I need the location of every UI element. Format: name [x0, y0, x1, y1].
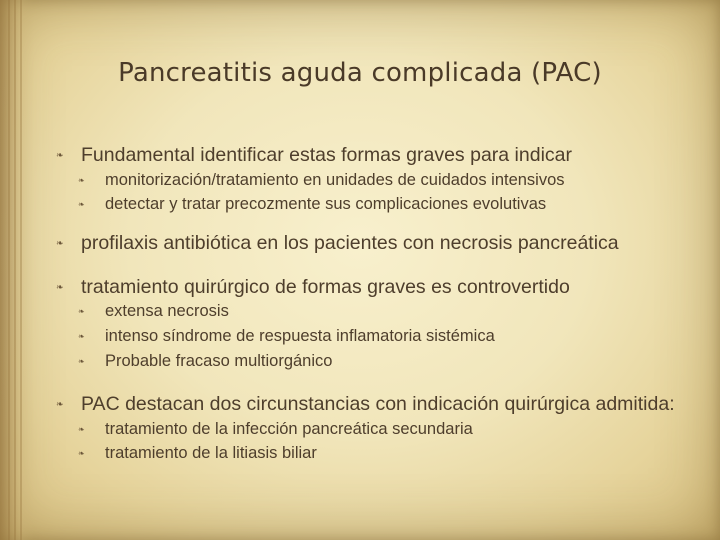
bullet-item — [56, 276, 570, 299]
fleuron-bullet-icon: ❧ — [56, 150, 64, 160]
fleuron-bullet-icon: ❧ — [78, 425, 85, 434]
fleuron-bullet-icon: ❧ — [56, 238, 64, 248]
bullet-text: PAC destacan dos circunstancias con indicación quirúrgica admitida: — [81, 393, 675, 415]
sub-bullet-item — [78, 195, 546, 214]
fleuron-bullet-icon: ❧ — [78, 449, 85, 458]
sub-bullet-text: Probable fracaso multiorgánico — [105, 352, 333, 370]
bullet-item — [56, 144, 572, 167]
sub-bullet-text: tratamiento de la infección pancreática secundaria — [105, 420, 473, 438]
sub-bullet-text: intenso síndrome de respuesta inflamatoria sistémica — [105, 327, 495, 345]
fleuron-bullet-icon: ❧ — [56, 399, 64, 409]
sub-bullet-item — [78, 302, 229, 321]
bullet-item — [56, 232, 619, 255]
sub-bullet-text: extensa necrosis — [105, 302, 229, 320]
fleuron-bullet-icon: ❧ — [78, 200, 85, 209]
bullet-text: profilaxis antibiótica en los pacientes con necrosis pancreática — [81, 232, 619, 254]
fleuron-bullet-icon: ❧ — [56, 282, 64, 292]
bullet-text: Fundamental identificar estas formas graves para indicar — [81, 144, 572, 166]
sub-bullet-item — [78, 171, 565, 190]
fleuron-bullet-icon: ❧ — [78, 307, 85, 316]
fleuron-bullet-icon: ❧ — [78, 332, 85, 341]
sub-bullet-item — [78, 444, 317, 463]
sub-bullet-item — [78, 352, 332, 371]
fleuron-bullet-icon: ❧ — [78, 176, 85, 185]
sub-bullet-item — [78, 327, 495, 346]
fleuron-bullet-icon: ❧ — [78, 357, 85, 366]
slide-title: Pancreatitis aguda complicada (PAC) — [118, 58, 602, 88]
sub-bullet-text: monitorización/tratamiento en unidades de cuidados intensivos — [105, 171, 565, 189]
bullet-item — [56, 393, 675, 416]
bullet-text: tratamiento quirúrgico de formas graves es controvertido — [81, 276, 570, 298]
sub-bullet-item — [78, 420, 473, 439]
sub-bullet-text: tratamiento de la litiasis biliar — [105, 444, 317, 462]
sub-bullet-text: detectar y tratar precozmente sus complicaciones evolutivas — [105, 195, 547, 213]
